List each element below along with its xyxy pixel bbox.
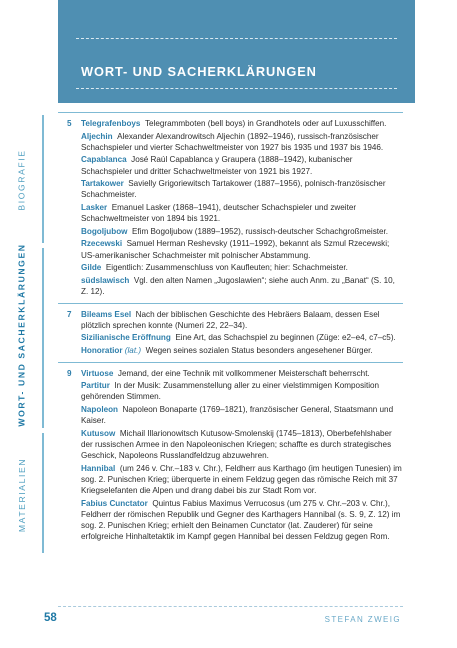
entry-definition: Eine Art, das Schachspiel zu beginnen (Züge: e2–e4, c7–c5). [175,333,396,343]
entry-definition: Vgl. den alten Namen „Jugoslawien“; siehe auch Anm. zu „Banat“ (S. 10, Z. 12). [81,275,395,296]
header-dashed-rule [76,88,397,89]
entry-term: Lasker [81,202,108,212]
entry-term: Telegrafenboys [81,119,141,128]
glossary-entry [81,238,403,260]
entry-definition: Wegen seines sozialen Status besonders angesehener Bürger. [145,345,373,355]
entry-term: Virtuose [81,368,114,378]
entry-term: Honoratior [81,345,123,355]
glossary-entry [81,404,403,426]
sidebar-tab-label: MATERIALIEN [17,457,28,533]
sidebar-divider [42,115,44,243]
entry-definition: Quintus Fabius Maximus Verrucosus (um 275 v. Chr.–203 v. Chr.), Feldherr der römischen Republik und Gegner des Karthagers Hannibal (s. S. 9, Z. 12) im sog. 2. Punischen Krieg; erhielt den Beinamen Cunctator (lat. Zauderer) für seine erfolgreiche Hinhaltetaktik im Kampf gegen Hannibal bei dessen Feldzug gegen Rom. [81,498,401,542]
sidebar-divider [42,433,44,553]
glossary-entry [81,368,403,379]
running-footer-author: STEFAN ZWEIG [324,615,401,624]
glossary-entry [81,178,403,200]
entry-term: Fabius Cunctator [81,498,148,508]
entry-term: Bileams Esel [81,309,132,319]
entry-term: Partitur [81,381,110,391]
entry-term: Aljechin [81,131,113,141]
entry-definition: Alexander Alexandrowitsch Aljechin (1892–1946), russisch-französischer Schachspieler und vierter Schachweltmeister von 1927 bis 1935 und 1937 bis 1946. [81,131,384,152]
page-reference: 5 [67,119,72,128]
glossary-entry [81,131,403,153]
glossary-entry [81,275,403,297]
chapter-title: WORT- UND SACHERKLÄRUNGEN [81,64,317,79]
entry-definition: In der Musik: Zusammenstellung aller zu einer vielstimmigen Komposition gehörenden Stimmen. [81,381,380,402]
glossary [58,112,403,548]
entry-language-note: (lat.) [124,345,142,355]
sidebar-tab-label: BIOGRAFIE [17,149,28,211]
glossary-entry [81,262,403,273]
entry-term: Napoleon [81,404,119,414]
entry-term: Rzecewski [81,239,123,249]
entry-definition: Eigentlich: Zusammenschluss von Kaufleuten; hier: Schachmeister. [105,263,348,273]
glossary-entry [81,118,403,129]
glossary-entry [81,428,403,462]
sidebar-tab-materialien[interactable] [14,440,30,550]
entry-term: Hannibal [81,463,116,473]
entry-definition: Nach der biblischen Geschichte des Hebräers Balaam, dessen Esel plötzlich sprechen konnte (Numeri 22, 22–34). [81,309,380,330]
page-number: 58 [44,612,57,624]
glossary-entry [81,226,403,237]
entry-term: Sizilianische Eröffnung [81,333,171,343]
sidebar-divider [42,248,44,428]
entry-term: Gilde [81,263,102,273]
entry-definition: Michail Illarionowitsch Kutusow-Smolenskij (1745–1813), Oberbefehlshaber der russischen Armee in den Napoleonischen Kriegen; schaffte es durch strategisches Geschick, Napoleons Russlandfeldzug abzuwehren. [81,428,392,461]
entry-term: Capablanca [81,155,127,165]
entry-definition: Napoleon Bonaparte (1769–1821), französischer General, Staatsmann und Kaiser. [81,404,394,426]
entry-definition: Efim Bogoljubow (1889–1952), russisch-deutscher Schachgroßmeister. [132,226,389,236]
glossary-section [58,113,403,303]
glossary-section [58,304,403,362]
glossary-entry [81,332,403,343]
sidebar-tab-wort-und-sacherklaerungen[interactable] [14,245,30,425]
sidebar-tab-biografie[interactable] [14,120,30,240]
entry-definition: José Raúl Capablanca y Graupera (1888–1942), kubanischer Schachspieler und dritter Schachweltmeister von 1921 bis 1927. [81,155,353,176]
glossary-entry [81,345,403,356]
glossary-entry [81,202,403,224]
entry-definition: Emanuel Lasker (1868–1941), deutscher Schachspieler und zweiter Schachweltmeister von 1894 bis 1921. [81,202,357,224]
glossary-entry [81,154,403,176]
entry-definition: (um 246 v. Chr.–183 v. Chr.), Feldherr aus Karthago (im heutigen Tunesien) im sog. 2. Punischen Krieg; überquerte in einem Feldzug gegen das römische Reich mit 37 Kriegselefanten die Alpen und drang dabei bis zur Stadt Rom vor. [81,463,402,496]
entry-definition: Samuel Herman Reshevsky (1911–1992), bekannt als Szmul Rzecewski; US-amerikanischer Schachmeister mit polnischer Abstammung. [81,239,390,260]
entry-term: Tartakower [81,179,124,189]
entry-term: Kutusow [81,428,116,438]
sidebar-tab-label: WORT- UND SACHERKLÄRUNGEN [17,243,28,427]
entry-term: Bogoljubow [81,226,128,236]
sidebar [0,0,42,648]
glossary-entry [81,463,403,497]
entry-definition: Telegrammboten (bell boys) in Grandhotels oder auf Luxusschiffen. [144,119,387,128]
entry-definition: Jemand, der eine Technik mit vollkommener Meisterschaft beherrscht. [117,368,370,378]
glossary-section [58,363,403,548]
page-reference: 9 [67,368,72,378]
entry-definition: Savielly Grigoriewitsch Tartakower (1887–1956), polnisch-französischer Schachmeister. [81,179,386,200]
glossary-entry [81,309,403,331]
footer-dashed-rule [58,606,403,607]
chapter-header [58,0,415,103]
header-dashed-rule [76,38,397,39]
glossary-entry [81,498,403,543]
entry-term: südslawisch [81,275,130,285]
page-reference: 7 [67,309,72,319]
glossary-entry [81,380,403,402]
